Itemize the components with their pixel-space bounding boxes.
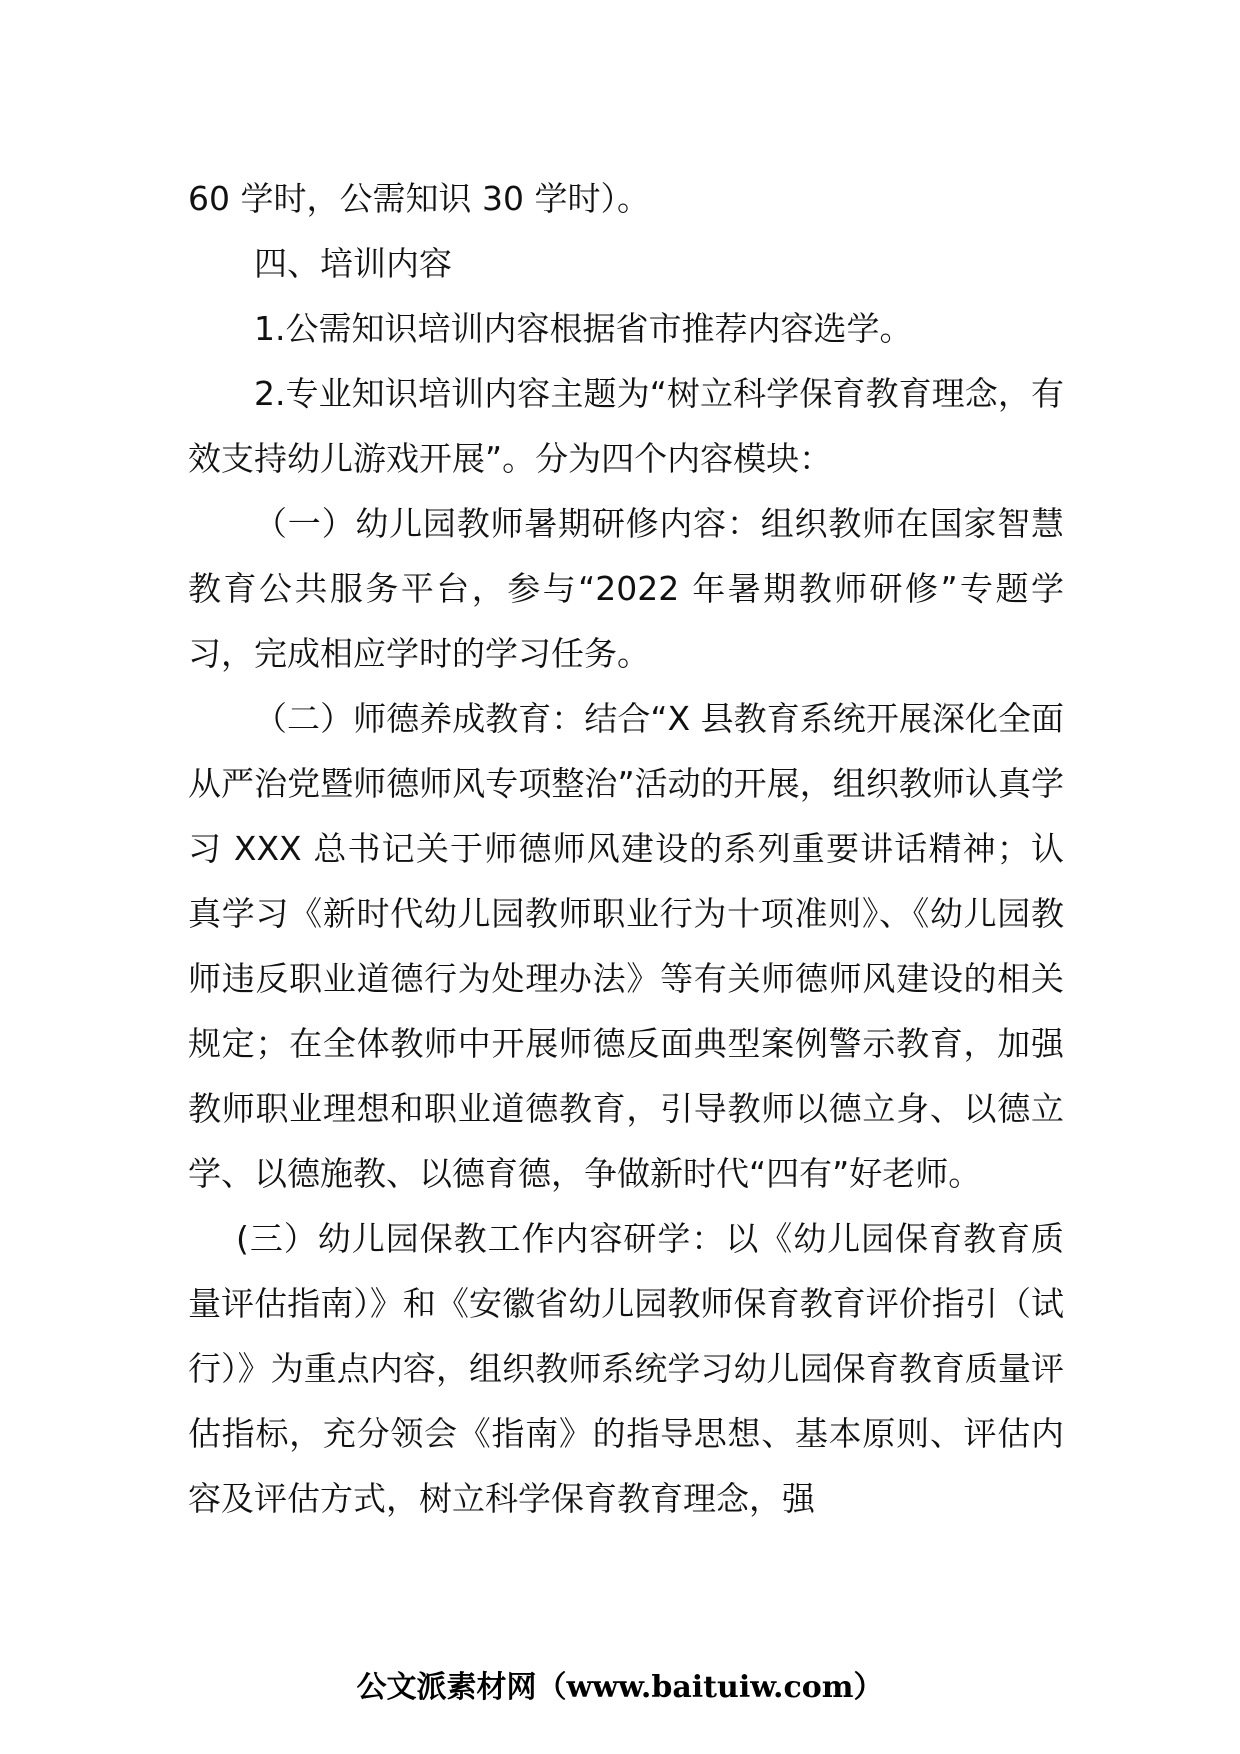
document-body <box>188 166 1064 1531</box>
section-heading-training-content: 四、培训内容 <box>254 244 452 283</box>
paragraph-continuation: 60 学时，公需知识 30 学时）。 <box>188 179 650 218</box>
paragraph-module-1: （一）幼儿园教师暑期研修内容：组织教师在国家智慧教育公共服务平台，参与“2022 年暑期教师研修”专题学习，完成相应学时的学习任务。 <box>188 504 1064 673</box>
paragraph-item-2: 2.专业知识培训内容主题为“树立科学保育教育理念，有效支持幼儿游戏开展”。分为四个内容模块： <box>188 374 1064 478</box>
paragraph-item-1: 1.公需知识培训内容根据省市推荐内容选学。 <box>254 309 913 348</box>
paragraph-module-2: （二）师德养成教育：结合“X 县教育系统开展深化全面从严治党暨师德师风专项整治”活动的开展，组织教师认真学习 XXX 总书记关于师德师风建设的系列重要讲话精神；认真学习《新时代幼儿园教师职业行为十项准则》、《幼儿园教师违反职业道德行为处理办法》等有关师德师风建设的相关规定；在全体教师中开展师德反面典型案例警示教育，加强教师职业理想和职业道德教育，引导教师以德立身、以德立学、以德施教、以德育德，争做新时代“四有”好老师。 <box>188 699 1064 1193</box>
footer-watermark: 公文派素材网（www.baituiw.com） <box>356 1670 884 1705</box>
paragraph-module-3: (三）幼儿园保教工作内容研学：以《幼儿园保育教育质量评估指南）》和《安徽省幼儿园教师保育教育评价指引（试行）》为重点内容，组织教师系统学习幼儿园保育教育质量评估指标，充分领会《指南》的指导思想、基本原则、评估内容及评估方式，树立科学保育教育理念，强 <box>188 1219 1064 1518</box>
